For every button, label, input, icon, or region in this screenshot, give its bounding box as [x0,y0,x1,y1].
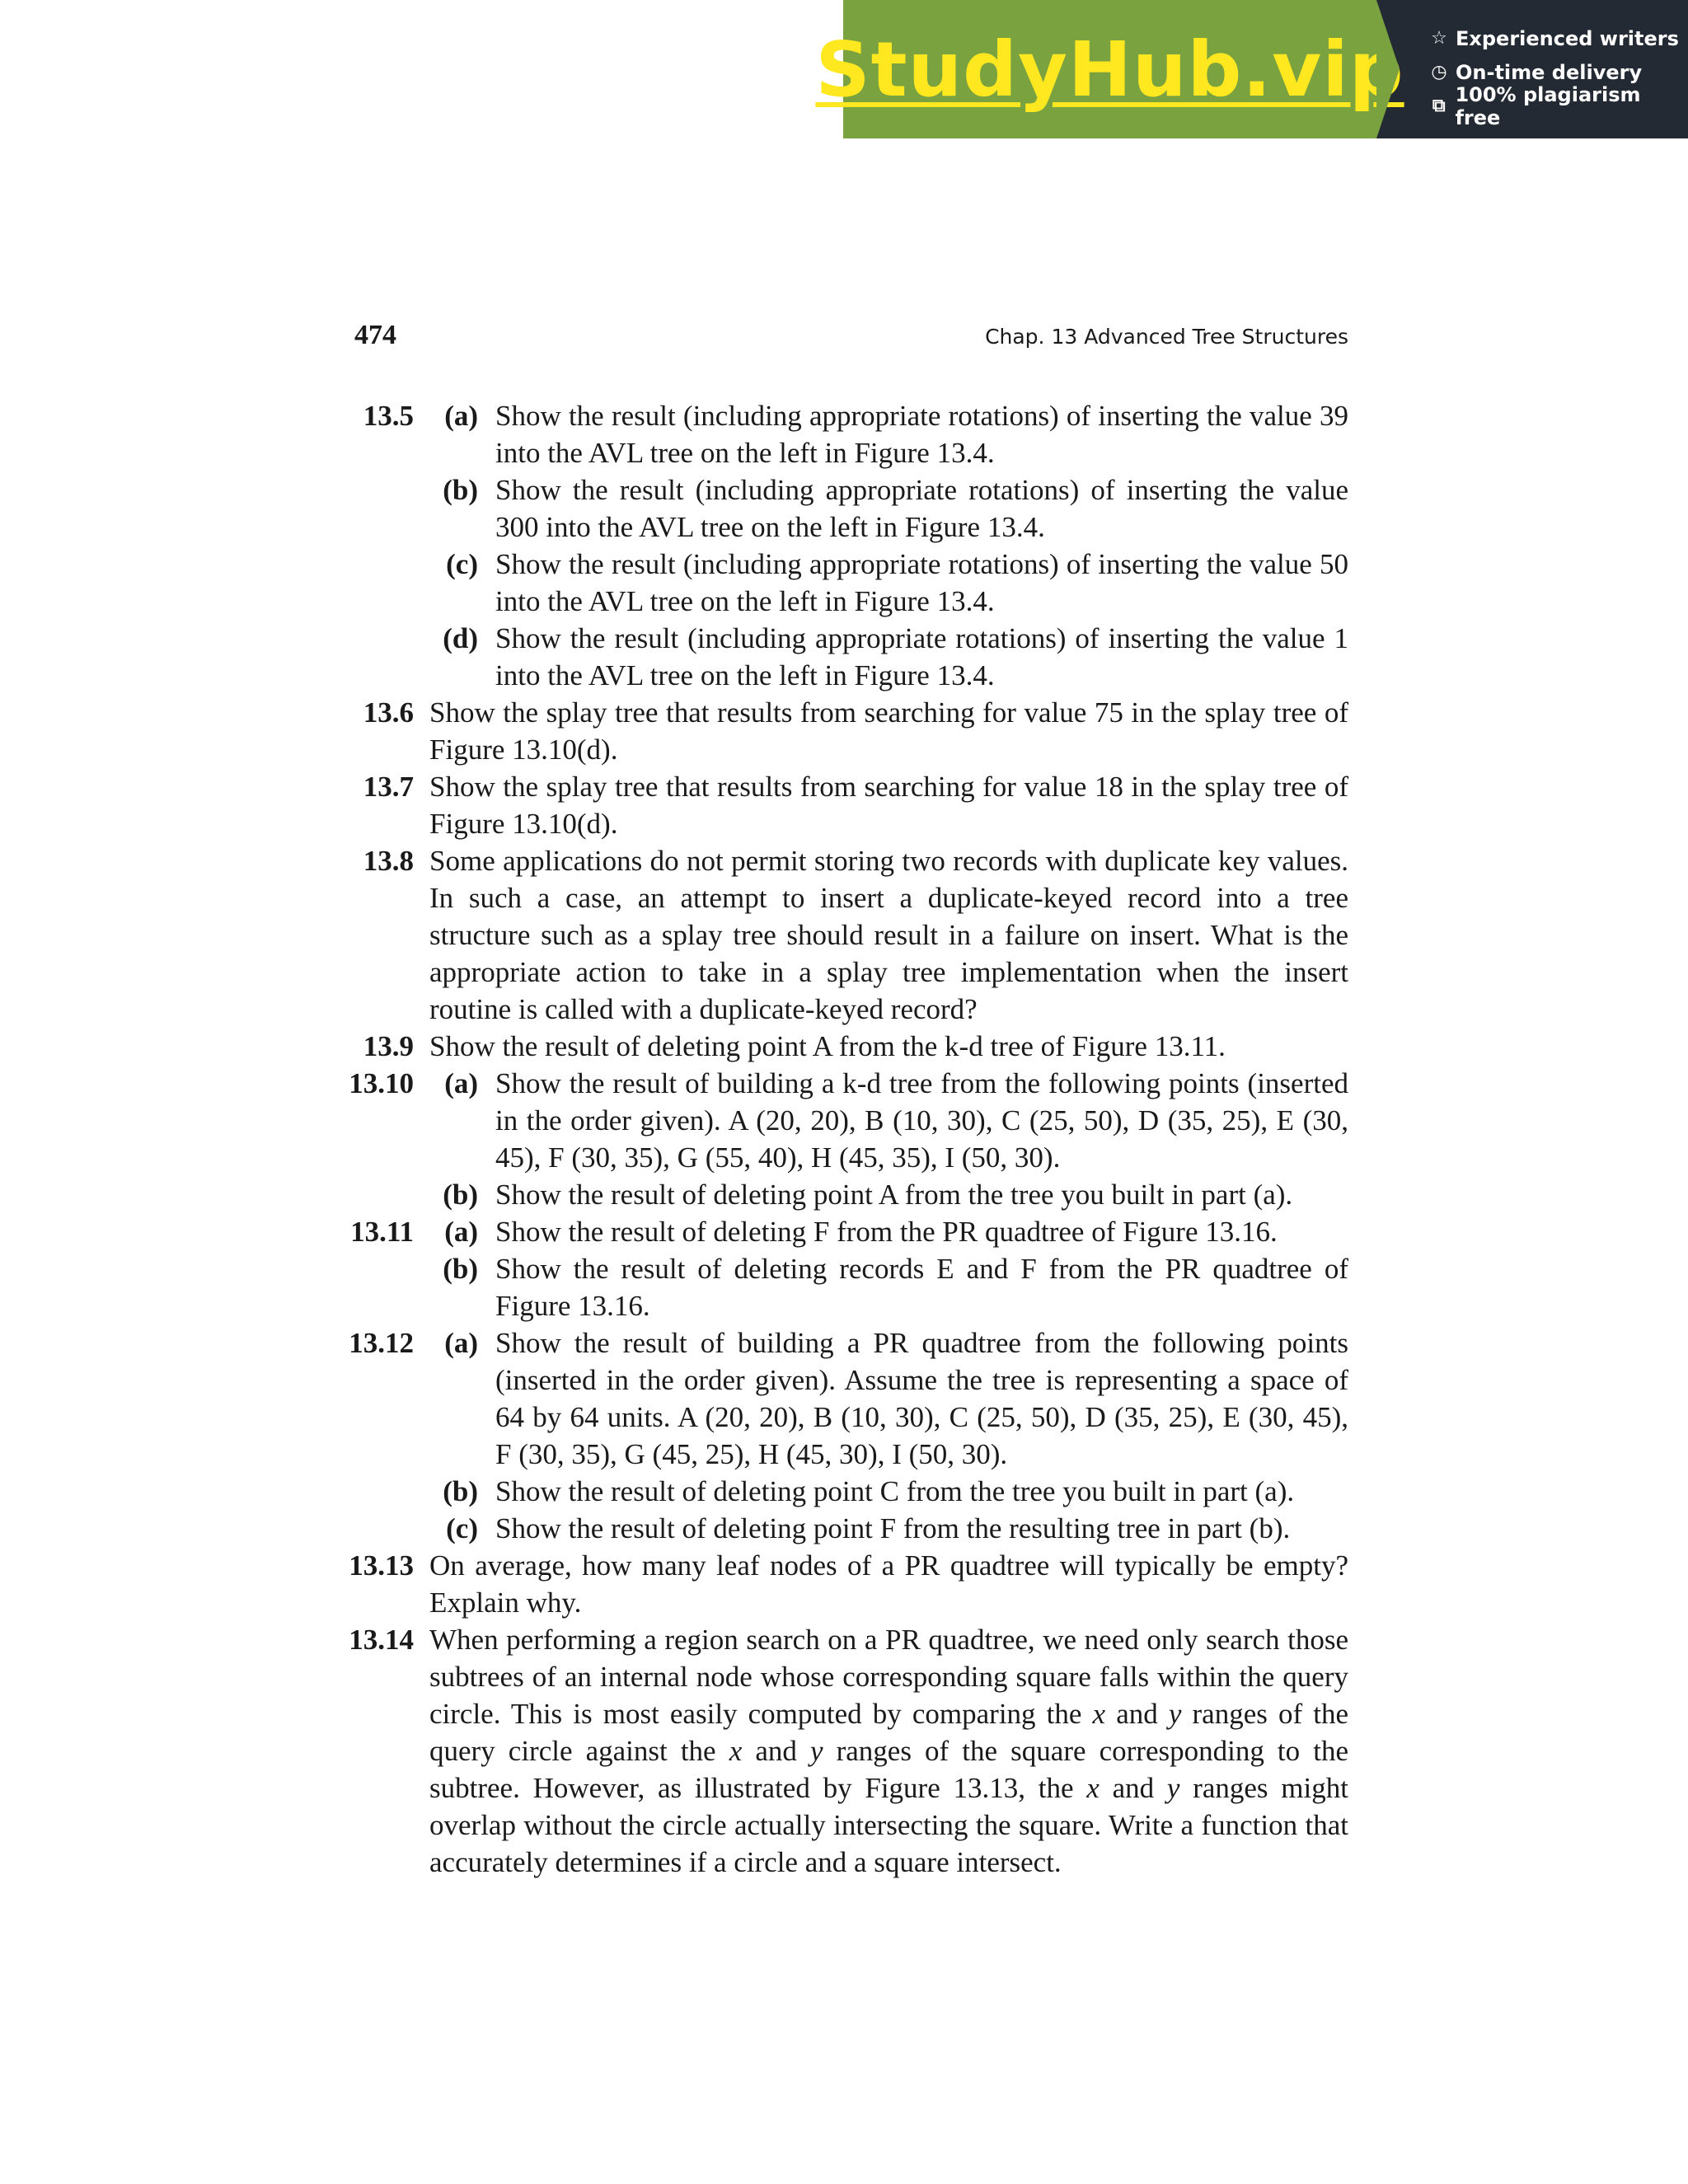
exercise-text: Show the result of deleting point A from the k-d tree of Figure 13.11. [429,1030,1226,1062]
exercise-number: 13.8 [363,845,414,877]
running-head: Chap. 13 Advanced Tree Structures [985,325,1348,349]
part-text: Show the result of building a k-d tree from the following points (inserted in the order given). A (20, 20), B (10, 30), C (25, 50), D (35, 25), E (30, 45), F (30, 35), G (55, 40), H (45, 35), I (50, 30). [495,1067,1348,1174]
part-label: (b) [443,474,478,506]
exercise-number: 13.9 [363,1030,414,1062]
exercise-part [429,1324,1348,1473]
exercise-number: 13.14 [349,1624,414,1656]
exercise-text [429,1621,1348,1881]
exercise-number: 13.10 [349,1067,414,1099]
part-text: Show the result of deleting point C from the tree you built in part (a). [495,1475,1295,1507]
exercise-part [429,1065,1348,1176]
exercise-number: 13.11 [350,1216,414,1248]
exercise-part [429,1473,1348,1510]
clock-icon: ◷ [1431,62,1447,82]
text-run: and [742,1735,810,1767]
part-label: (a) [444,400,478,432]
star-icon: ☆ [1431,28,1447,49]
ad-banner[interactable] [815,0,1688,138]
exercise-13-14 [330,1621,1348,1881]
exercise-13-7 [330,768,1348,842]
part-label: (d) [443,622,478,654]
math-var-y: y [1168,1698,1182,1730]
part-text: Show the result of deleting point A from the tree you built in part (a). [495,1179,1293,1211]
part-text: Show the result of deleting F from the PR quadtree of Figure 13.16. [495,1216,1278,1248]
part-label: (b) [443,1253,478,1285]
banner-logo-panel [815,0,1404,138]
part-label: (a) [444,1216,478,1248]
feature-item [1428,82,1688,129]
exercise-list [330,397,1348,1881]
math-var-y: y [1166,1772,1180,1804]
copy-icon: ⧉ [1432,96,1446,116]
part-text: Show the result (including appropriate rotations) of inserting the value 50 into the AVL tree on the left in Figure 13.4. [495,548,1348,617]
exercise-13-9 [330,1028,1348,1065]
exercise-number: 13.5 [363,400,414,432]
math-var-y: y [809,1735,823,1767]
math-var-x: x [1086,1772,1100,1804]
part-label: (b) [443,1475,478,1507]
exercise-part [429,1176,1348,1213]
exercise-part [429,1213,1348,1250]
exercise-part [429,1510,1348,1547]
feature-label: Experienced writers [1456,26,1679,50]
exercise-13-11 [330,1213,1348,1324]
exercise-part [429,546,1348,620]
exercise-13-5 [330,397,1348,694]
part-label: (c) [446,548,478,580]
exercise-number: 13.7 [363,771,414,803]
exercise-13-13 [330,1547,1348,1621]
exercise-13-8 [330,842,1348,1028]
part-label: (c) [446,1512,478,1544]
text-run: ranges of the query circle against the [429,1698,1348,1767]
text-run: ranges of the square corresponding to the subtree. However, as illustrated by Figure 13.13, the [429,1735,1349,1804]
math-var-x: x [1092,1698,1106,1730]
feature-item [1428,21,1688,55]
exercise-13-6 [330,694,1348,768]
page-number: 474 [354,320,396,350]
exercise-number: 13.12 [349,1327,414,1359]
exercise-text: Show the splay tree that results from searching for value 18 in the splay tree of Figure 13.10(d). [429,771,1348,840]
banner-arrow-shape [1376,0,1400,138]
studyhub-logo: StudyHub.vip [815,25,1404,114]
exercise-13-10 [330,1065,1348,1213]
part-text: Show the result of deleting point F from the resulting tree in part (b). [495,1512,1291,1544]
exercise-part [429,1250,1348,1324]
part-text: Show the result of deleting records E and F from the PR quadtree of Figure 13.16. [495,1253,1348,1322]
banner-features [1376,0,1688,138]
part-text: Show the result (including appropriate rotations) of inserting the value 300 into the AVL tree on the left in Figure 13.4. [495,474,1348,543]
exercise-text: Show the splay tree that results from searching for value 75 in the splay tree of Figure 13.10(d). [429,696,1348,766]
part-text: Show the result (including appropriate rotations) of inserting the value 39 into the AVL tree on the left in Figure 13.4. [495,400,1348,469]
exercise-text: Some applications do not permit storing two records with duplicate key values. In such a case, an attempt to insert a duplicate-keyed record into a tree structure such as a splay tree should result in a failure on insert. What is the appropriate action to take in a splay tree implementation when the insert routine is called with a duplicate-keyed record? [429,845,1348,1025]
exercise-part [429,397,1348,471]
exercise-part [429,620,1348,694]
text-run: and [1105,1698,1169,1730]
text-run: When performing a region search on a PR quadtree, we need only search those subtrees of an internal node whose corresponding square falls within the query circle. This is most easily computed by comparing the [429,1624,1348,1730]
part-text: Show the result of building a PR quadtree from the following points (inserted in the order given). Assume the tree is representing a space of 64 by 64 units. A (20, 20), B (10, 30), C (25, 50), D (35, 25), E (30, 45), F (30, 35), G (45, 25), H (45, 30), I (50, 30). [495,1327,1348,1470]
text-run: and [1099,1772,1167,1804]
part-label: (a) [444,1067,478,1099]
math-var-x: x [729,1735,743,1767]
exercise-number: 13.6 [363,696,414,729]
exercise-part [429,471,1348,546]
part-text: Show the result (including appropriate rotations) of inserting the value 1 into the AVL tree on the left in Figure 13.4. [495,622,1348,691]
part-label: (b) [443,1179,478,1211]
feature-label: 100% plagiarism free [1455,82,1641,129]
text-run: ranges might overlap without the circle actually intersecting the square. Write a function that accurately determines if a circle and a square intersect. [429,1772,1348,1878]
exercise-text: On average, how many leaf nodes of a PR quadtree will typically be empty? Explain why. [429,1549,1348,1619]
feature-label: On-time delivery [1456,60,1643,84]
exercise-number: 13.13 [349,1549,414,1582]
part-label: (a) [444,1327,478,1359]
exercise-13-12 [330,1324,1348,1547]
